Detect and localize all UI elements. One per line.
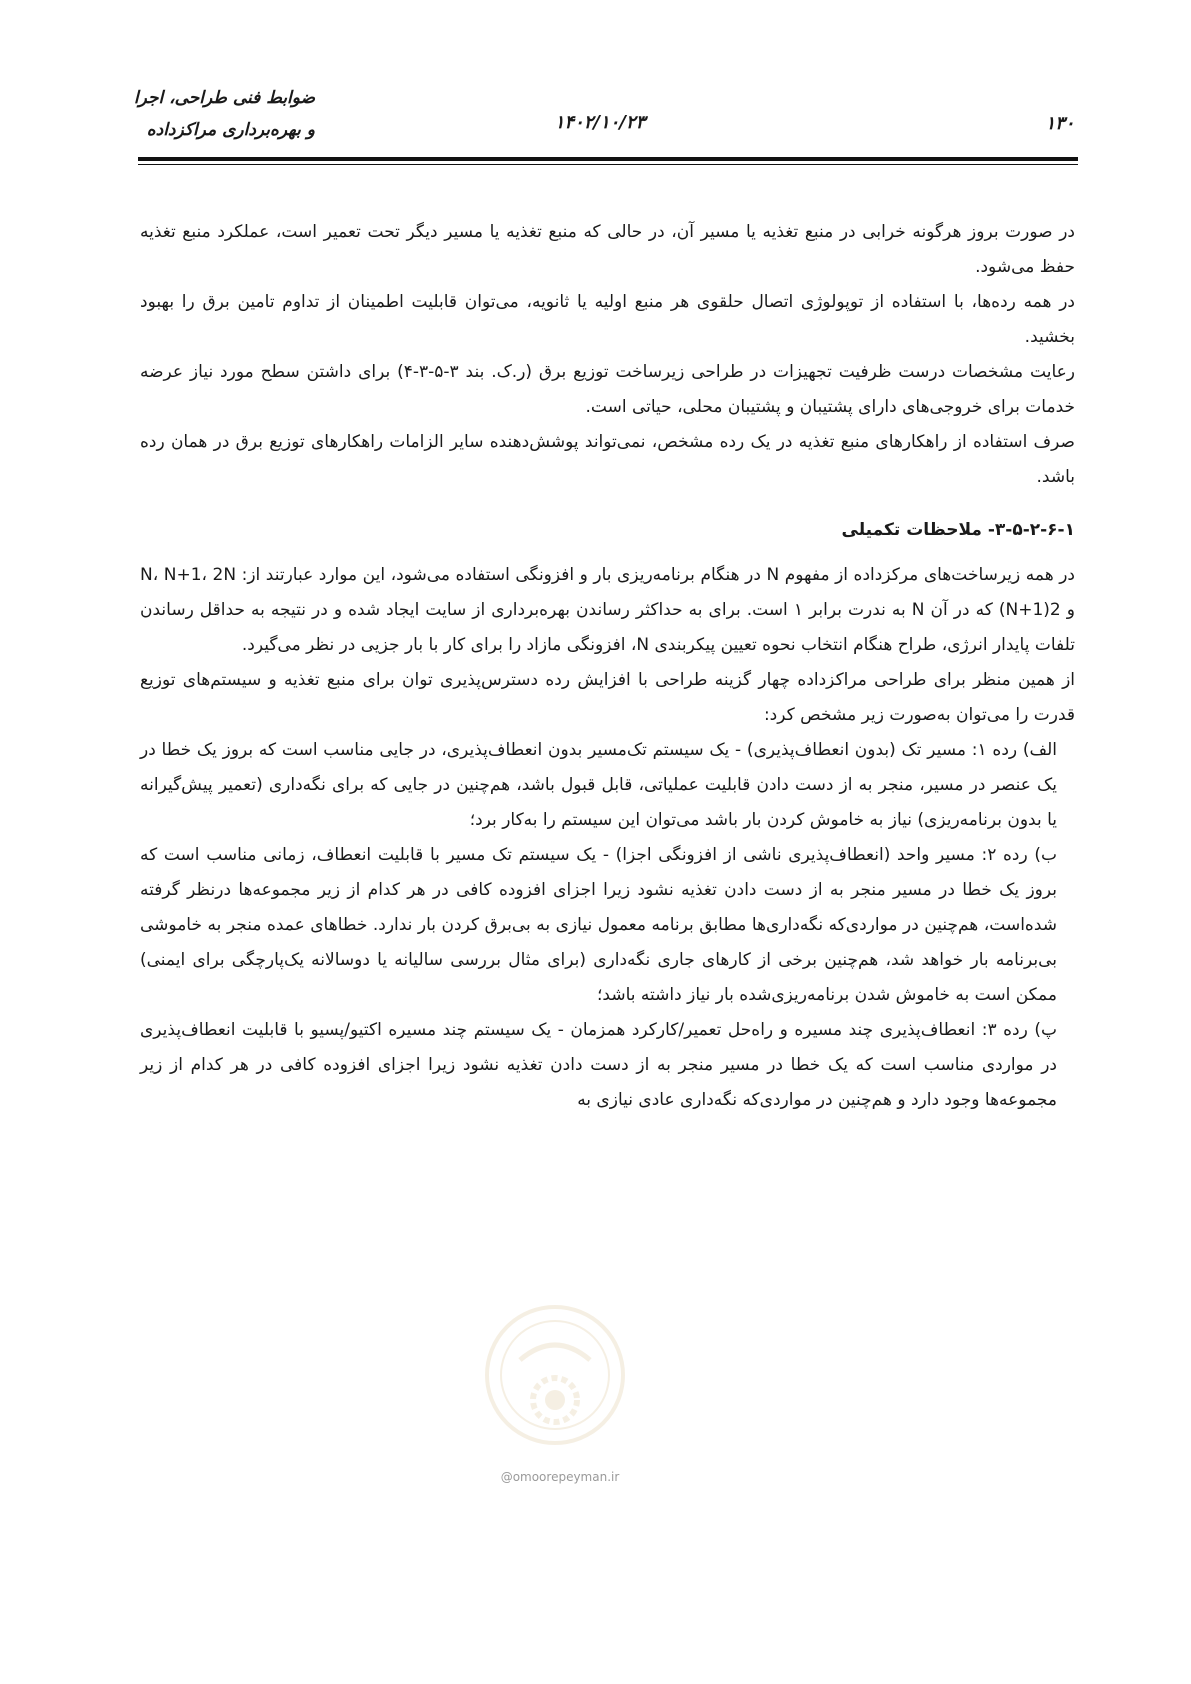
spacer <box>140 548 1075 558</box>
paragraph-2: در همه رده‌ها، با استفاده از توپولوژی اتصال حلقوی هر منبع اولیه یا ثانویه، می‌توان قابلیت اطمینان از تداوم تامین برق را بهبود بخشید. <box>140 292 1075 347</box>
header-rule-thin <box>138 164 1078 165</box>
page-number: ۱۳۰ <box>1045 113 1075 134</box>
list-item-c: پ) رده ۳: انعطاف‌پذیری چند مسیره و راه‌حل تعمیر/کارکرد همزمان - یک سیستم چند مسیره اکتیو/پسیو با قابلیت انعطاف‌پذیری در مواردی مناسب است که یک خطا در مسیر منجر به از دست دادن تغذیه نشود زیرا اجزای افزوده کافی در هر کدام از زیر مجموعه‌ها وجود دارد و هم‌چنین در مواردی‌که نگه‌داری عادی نیازی به <box>140 1020 1057 1110</box>
paragraph-3: رعایت مشخصات درست ظرفیت تجهیزات در طراحی زیرساخت توزیع برق (ر.ک. بند ۳-۵-۳-۴) برای داشتن سطح مورد نیاز عرضه خدمات برای خروجی‌های دارای پشتیبان و پشتیبان محلی، حیاتی است. <box>140 362 1075 417</box>
paragraph-4: صرف استفاده از راهکارهای منبع تغذیه در یک رده مشخص، نمی‌تواند پوشش‌دهنده سایر الزامات راهکارهای توزیع برق در همان رده باشد. <box>140 432 1075 487</box>
paragraph-6: از همین منظر برای طراحی مراکزداده چهار گزینه طراحی با افزایش رده دسترس‌پذیری توان برای منبع تغذیه و سیستم‌های توزیع قدرت را می‌توان به‌صورت زیر مشخص کرد: <box>140 670 1075 725</box>
gear-seal-icon <box>480 1300 630 1450</box>
header-title <box>95 82 315 146</box>
header-rule-thick <box>138 157 1078 161</box>
section-heading: ۳-۵-۲-۶-۱- ملاحظات تکمیلی <box>841 520 1075 540</box>
header-title-line1: ضوابط فنی طراحی، اجرا <box>133 88 315 108</box>
list-item-b: ب) رده ۲: مسیر واحد (انعطاف‌پذیری ناشی از افزونگی اجزا) - یک سیستم تک مسیر با قابلیت انعطاف، زمانی مناسب است که بروز یک خطا در مسیر منجر به از دست دادن تغذیه نشود زیرا اجزای افزوده کافی در هر کدام از زیر مجموعه‌ها درنظر گرفته شده‌است، هم‌چنین در مواردی‌که نگه‌داری‌ها مطابق برنامه معمول نیازی به بی‌برق کردن بار ندارد. خطاهای عمده منجر به خاموشی بی‌برنامه بار خواهد شد، هم‌چنین برخی از کارهای جاری نگه‌داری (برای مثال بررسی سالیانه یا دوسالانه یک‌پارچگی برای ایمنی) ممکن است به خاموش شدن برنامه‌ریزی‌شده بار نیاز داشته باشد؛ <box>140 845 1057 1005</box>
paragraph-1: در صورت بروز هرگونه خرابی در منبع تغذیه یا مسیر آن، در حالی که منبع تغذیه یا مسیر دیگر تحت تعمیر است، عملکرد منبع تغذیه حفظ می‌شود. <box>140 222 1075 277</box>
paragraph-5: در همه زیرساخت‌های مرکزداده از مفهوم N در هنگام برنامه‌ریزی بار و افزونگی استفاده می‌شود، این موارد عبارتند از: N، N+1، 2N و 2(N+1) که در آن N به ندرت برابر ۱ است. برای به حداکثر رساندن بهره‌برداری از سایت ایجاد شده و در نتیجه به حداقل رساندن تلفات پایدار انرژی، طراح هنگام انتخاب نحوه تعیین پیکربندی N، افزونگی مازاد را برای کار با بار جزیی در نظر می‌گیرد. <box>140 565 1075 655</box>
header-title-line2: و بهره‌برداری مراکزداده <box>146 120 315 140</box>
list-item-a: الف) رده ۱: مسیر تک (بدون انعطاف‌پذیری) - یک سیستم تک‌مسیر بدون انعطاف‌پذیری، در جایی مناسب است که بروز یک خطا در یک عنصر در مسیر، منجر به از دست دادن قابلیت عملیاتی، قابل قبول باشد، هم‌چنین در جایی که برای نگه‌داری (تعمیر پیش‌گیرانه یا بدون برنامه‌ریزی) نیاز به خاموش کردن بار باشد می‌توان این سیستم را به‌کار برد؛ <box>140 740 1057 830</box>
spacer <box>140 495 1075 513</box>
watermark-text: @omoorepeyman.ir <box>500 1470 620 1484</box>
document-body <box>140 215 1075 1118</box>
header-date: ۱۴۰۲/۱۰/۲۳ <box>554 112 646 133</box>
